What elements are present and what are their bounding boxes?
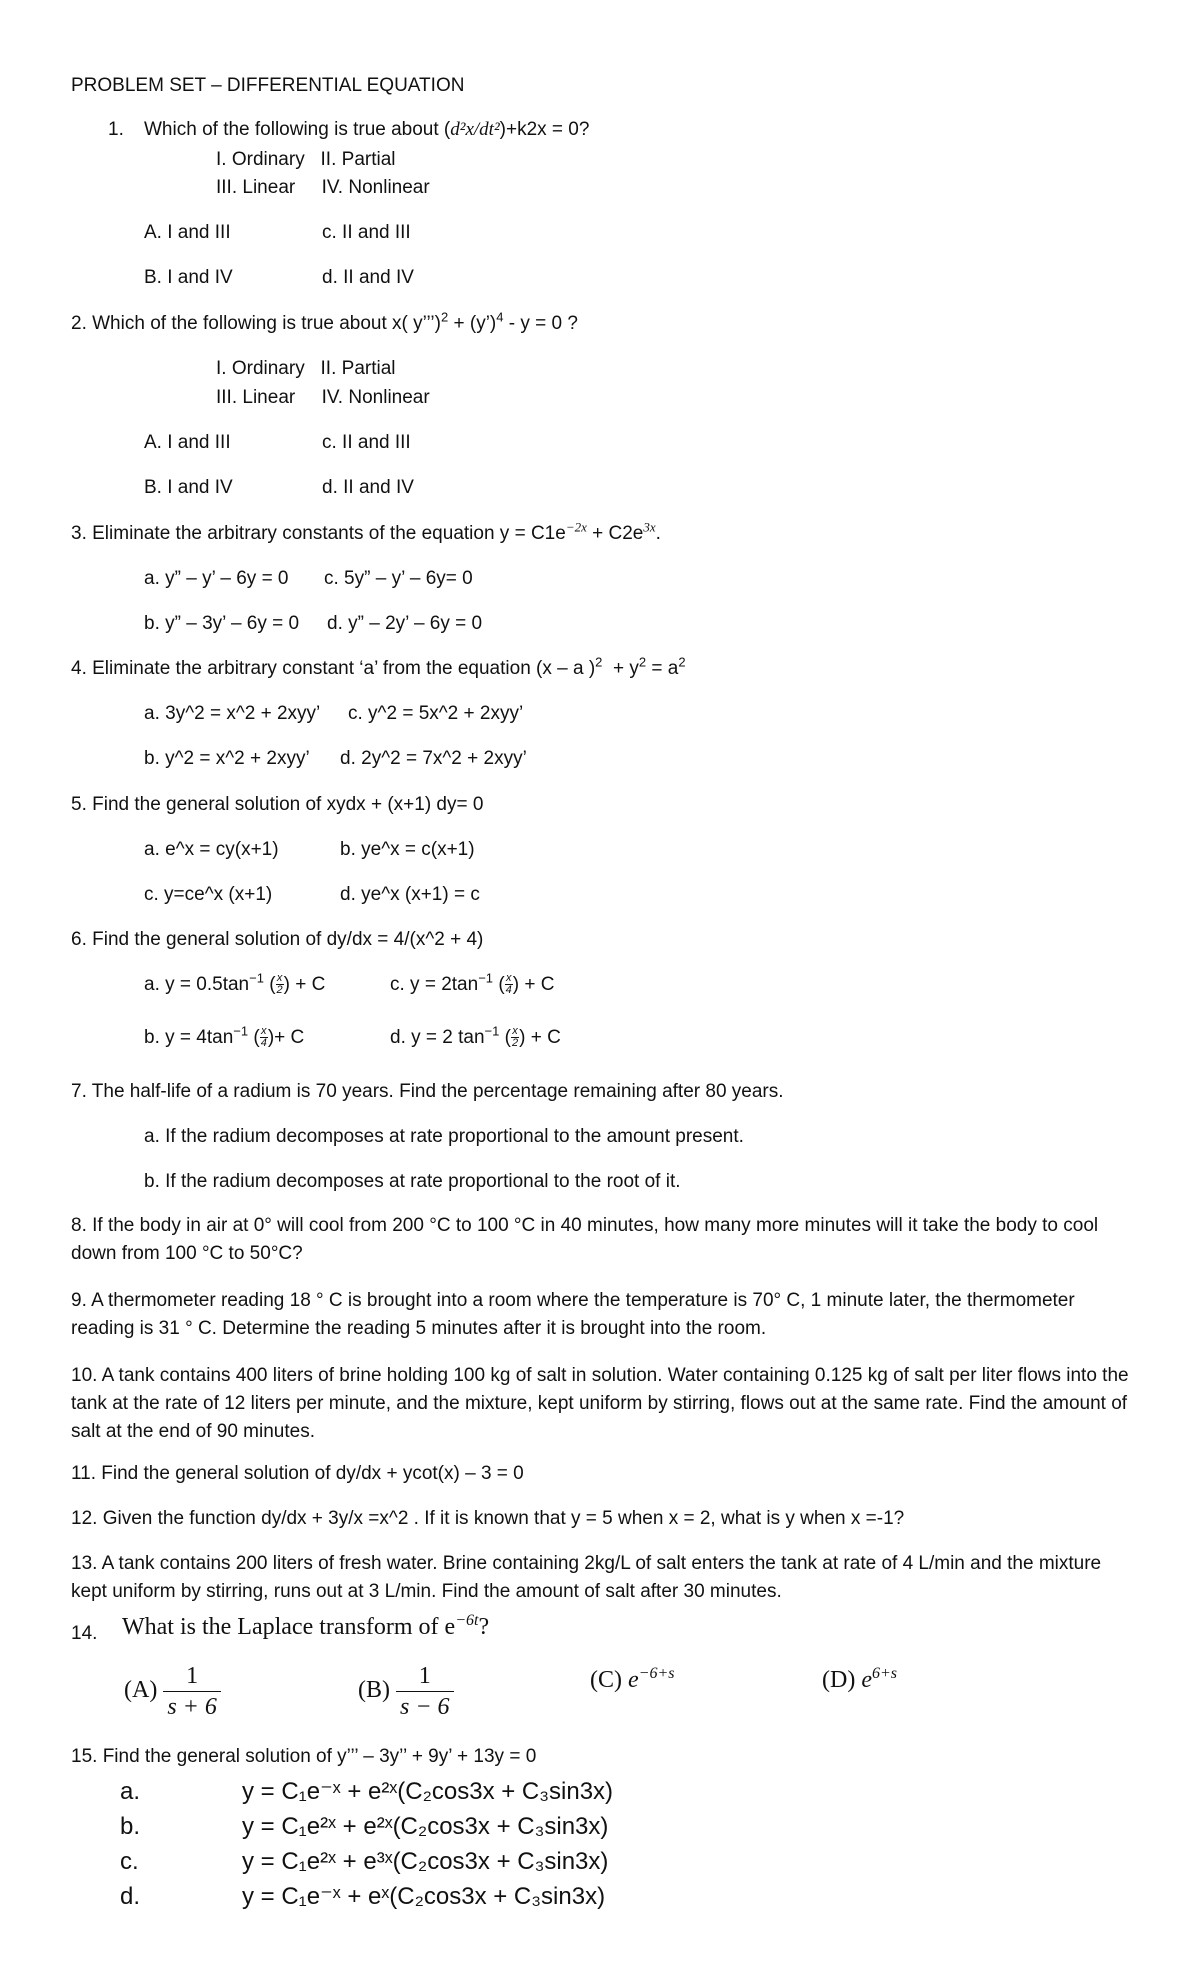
question-15-label-c: c. [120, 1848, 139, 1875]
question-3-option-a: a. y” – y’ – 6y = 0 [144, 568, 289, 589]
question-15-text: 15. Find the general solution of y’’’ – 3y’’ + 9y’ + 13y = 0 [71, 1746, 537, 1767]
question-2-choices-row1: I. Ordinary II. Partial [216, 358, 396, 379]
question-1-text: Which of the following is true about (d²x/dt²)+k2x = 0? [144, 119, 590, 140]
question-4-option-a: a. 3y^2 = x^2 + 2xyy’ [144, 703, 321, 724]
question-1-number: 1. [108, 119, 124, 140]
question-15-option-c: y = C₁e²ˣ + e³ˣ(C₂cos3x + C₃sin3x) [242, 1848, 609, 1875]
question-5-option-b: b. ye^x = c(x+1) [340, 839, 475, 860]
question-15-label-d: d. [120, 1883, 141, 1910]
question-5-option-c: c. y=ce^x (x+1) [144, 884, 273, 905]
question-12-text: 12. Given the function dy/dx + 3y/x =x^2 . If it is known that y = 5 when x = 2, what is y when x =-1? [71, 1508, 905, 1529]
question-2-option-a: A. I and III [144, 432, 231, 453]
question-1-choices-row2: III. Linear IV. Nonlinear [216, 177, 430, 198]
question-15-label-b: b. [120, 1813, 141, 1840]
question-1-choices-row1: I. Ordinary II. Partial [216, 149, 396, 170]
question-4-option-d: d. 2y^2 = 7x^2 + 2xyy’ [340, 748, 527, 769]
question-8-text: 8. If the body in air at 0° will cool from 200 °C to 100 °C in 40 minutes, how many more minutes will it take the body to cool down from 100 °C to 50°C? [71, 1215, 1099, 1264]
question-3-text: 3. Eliminate the arbitrary constants of the equation $y = C1e^{-2x} + C2e^{3x}$. [71, 519, 661, 544]
question-2-option-b: B. I and IV [144, 477, 233, 498]
question-10-text: 10. A tank contains 400 liters of brine holding 100 kg of salt in solution. Water containing 0.125 kg of salt per liter flows into the tank at the rate of 12 liters per minute, and the mixture, kept uniform by stirring, flows out at the same rate. Find the amount of salt at the end of 90 minutes. [71, 1365, 1129, 1442]
question-9-text: 9. A thermometer reading 18 ° C is brought into a room where the temperature is 70° C, 1 minute later, the thermometer reading is 31 ° C. Determine the reading 5 minutes after it is brought into the room. [71, 1290, 1075, 1339]
question-6-text: 6. Find the general solution of dy/dx = 4/(x^2 + 4) [71, 929, 484, 950]
question-4-text: 4. Eliminate the arbitrary constant ‘a’ from the equation (x – a )$^2 + y^2 = a^2$ [71, 654, 686, 679]
question-4-option-b: b. y^2 = x^2 + 2xyy’ [144, 748, 310, 769]
question-1-option-c: c. II and III [322, 222, 411, 243]
question-2-option-c: c. II and III [322, 432, 411, 453]
question-3-option-b: b. y” – 3y’ – 6y = 0 [144, 613, 300, 634]
question-2-text: 2. Which of the following is true about x( y’’’)$^2$ + (y’)$^4$ - y = 0 ? [71, 309, 578, 334]
question-6-option-b: b. $y = 4\tan^{-1}$ ( $\frac{x}{4}$ )+ C [144, 1023, 305, 1050]
question-14-text: What is the Laplace transform of $e^{-6t}$? [122, 1612, 490, 1640]
question-6-option-d: d. y = 2 $\tan^{-1}$ ( $\frac{x}{2}$ ) + C [390, 1023, 561, 1050]
question-3-option-d: d. y” – 2y’ – 6y = 0 [327, 613, 483, 634]
question-15-option-b: y = C₁e²ˣ + e²ˣ(C₂cos3x + C₃sin3x) [242, 1813, 609, 1840]
question-6-option-c: c. $y = 2\tan^{-1}$ ( $\frac{x}{4}$ ) + C [390, 970, 555, 997]
question-5-option-d: d. ye^x (x+1) = c [340, 884, 480, 905]
question-1-option-d: d. II and IV [322, 267, 414, 288]
question-15-label-a: a. [120, 1778, 141, 1805]
question-14-option-b: (B) $\frac{1}{s - 6}$ [358, 1660, 454, 1722]
question-7-part-b: b. If the radium decomposes at rate proportional to the root of it. [144, 1171, 681, 1192]
question-3-option-c: c. 5y” – y’ – 6y= 0 [324, 568, 473, 589]
question-14-option-a: (A) $\frac{1}{s + 6}$ [124, 1660, 221, 1722]
question-7-text: 7. The half-life of a radium is 70 years. Find the percentage remaining after 80 years. [71, 1081, 784, 1102]
question-4-option-c: c. y^2 = 5x^2 + 2xyy’ [348, 703, 524, 724]
question-2-option-d: d. II and IV [322, 477, 414, 498]
question-2-choices-row2: III. Linear IV. Nonlinear [216, 387, 430, 408]
question-13-text: 13. A tank contains 200 liters of fresh water. Brine containing 2kg/L of salt enters the tank at rate of 4 L/min and the mixture kept uniform by stirring, runs out at 3 L/min. Find the amount of salt after 30 minutes. [71, 1553, 1102, 1602]
question-14-option-d: (D) $e^{6+s}$ [822, 1665, 898, 1693]
question-7-part-a: a. If the radium decomposes at rate proportional to the amount present. [144, 1126, 744, 1147]
question-14-option-c: (C) $e^{-6+s}$ [590, 1665, 675, 1693]
question-1-option-a: A. I and III [144, 222, 231, 243]
question-5-option-a: a. e^x = cy(x+1) [144, 839, 279, 860]
question-15-option-a: y = C₁e⁻ˣ + e²ˣ(C₂cos3x + C₃sin3x) [242, 1778, 614, 1805]
page-title: PROBLEM SET – DIFFERENTIAL EQUATION [71, 75, 465, 96]
question-5-text: 5. Find the general solution of xydx + (x+1) dy= 0 [71, 794, 484, 815]
question-6-option-a: a. $y = 0.5\tan^{-1}$ ( $\frac{x}{2}$ ) + C [144, 970, 326, 997]
question-14-number: 14. [71, 1623, 98, 1644]
question-1-option-b: B. I and IV [144, 267, 233, 288]
question-11-text: 11. Find the general solution of dy/dx + ycot(x) – 3 = 0 [71, 1463, 524, 1484]
question-15-option-d: y = C₁e⁻ˣ + eˣ(C₂cos3x + C₃sin3x) [242, 1883, 606, 1910]
